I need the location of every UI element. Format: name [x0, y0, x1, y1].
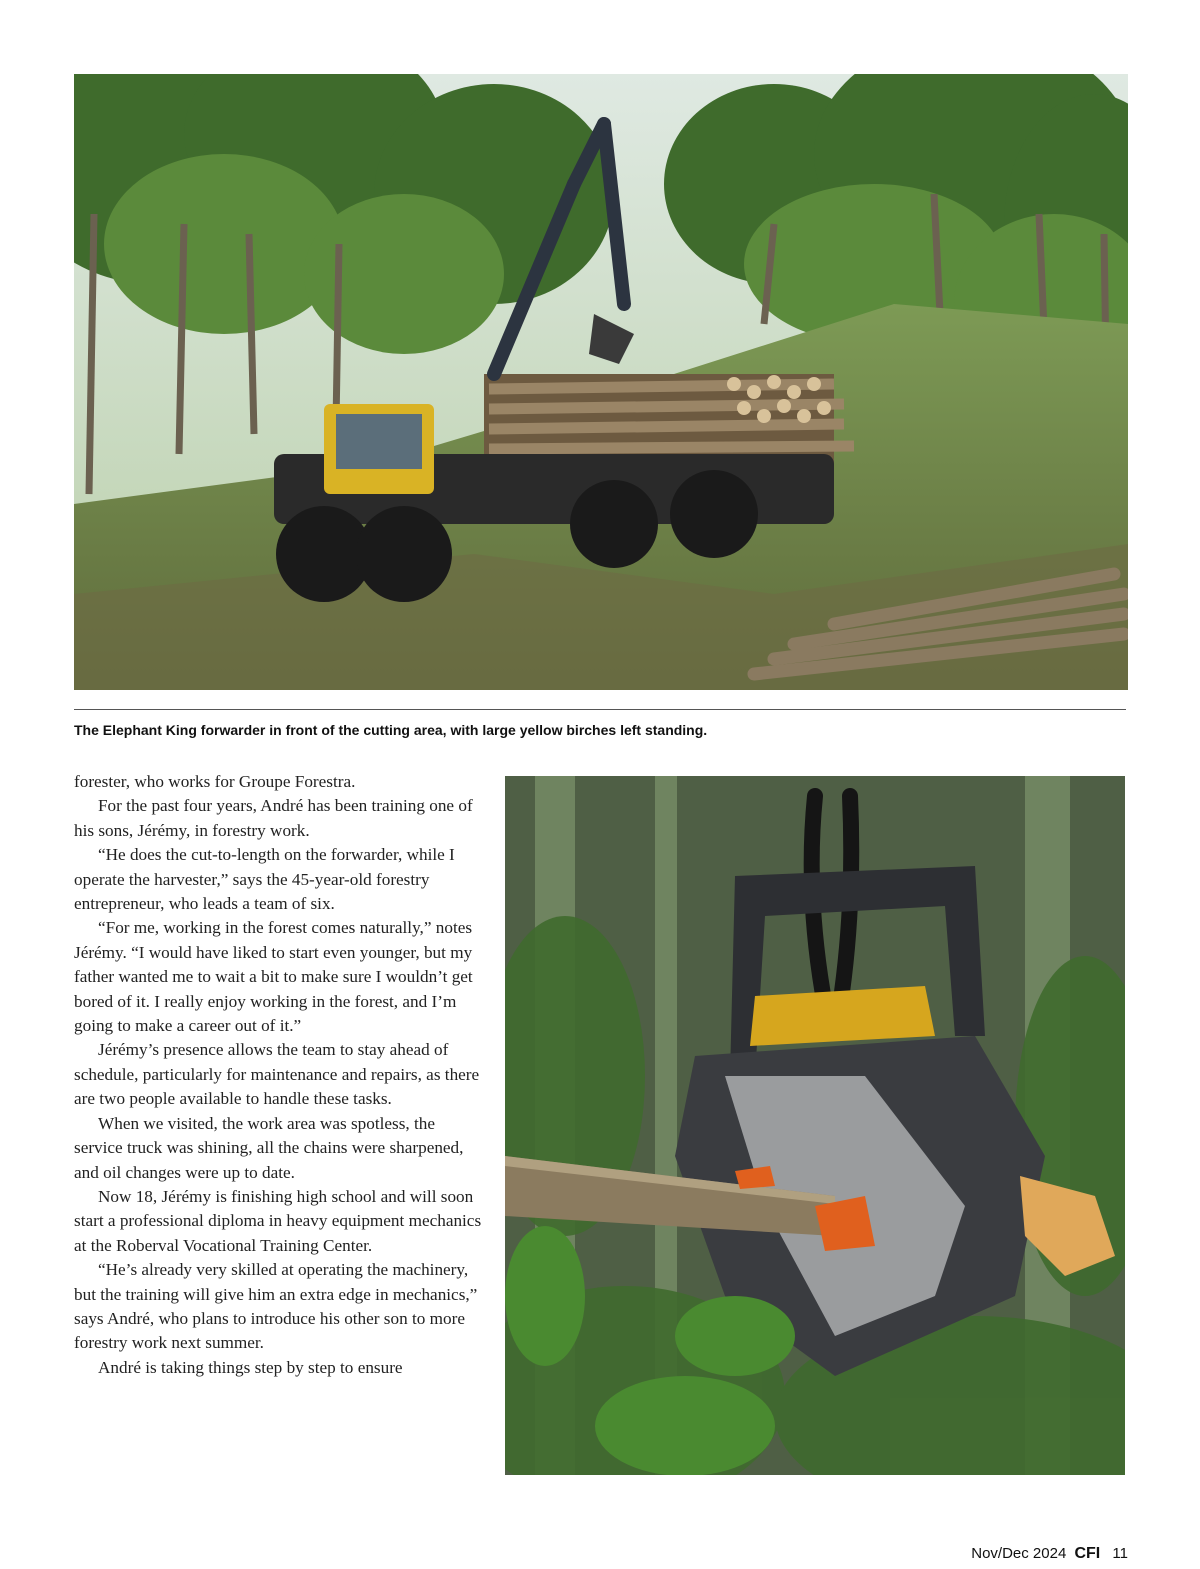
article-paragraph: Jérémy’s presence allows the team to stay ahead of schedule, particularly for maintenance and repairs, as there are two people available to handle these tasks.	[74, 1040, 480, 1109]
article-paragraph: “For me, working in the forest comes naturally,” notes Jérémy. “I would have liked to start even younger, but my father wanted me to wait a bit to make sure I wouldn’t get bored of it. I really enjoy working in the forest, and I’m going to make a career out of it.”	[74, 918, 473, 1036]
caption-divider	[74, 709, 1126, 710]
article-paragraph: “He’s already very skilled at operating the machinery, but the training will give him an extra edge in mechanics,” says André, who plans to introduce his other son to more forestry work next summer.	[74, 1260, 478, 1353]
page-footer	[971, 1545, 1128, 1563]
photo-caption: The Elephant King forwarder in front of the cutting area, with large yellow birches left standing.	[74, 722, 708, 738]
page-number: 11	[1112, 1545, 1128, 1562]
harvester-head-photo-icon	[505, 776, 1125, 1475]
magazine-name: CFI	[1074, 1545, 1101, 1562]
article-paragraph: André is taking things step by step to ensure	[98, 1357, 403, 1377]
article-paragraph: Now 18, Jérémy is finishing high school and will soon start a professional diploma in heavy equipment mechanics at the Roberval Vocational Training Center.	[74, 1186, 482, 1255]
article-paragraph: For the past four years, André has been training one of his sons, Jérémy, in forestry work.	[74, 796, 473, 840]
forwarder-photo	[74, 74, 1128, 690]
article-paragraph: When we visited, the work area was spotless, the service truck was shining, all the chains were sharpened, and oil changes were up to date.	[74, 1113, 464, 1182]
harvester-head-photo	[505, 776, 1125, 1475]
article-paragraph: “He does the cut-to-length on the forwarder, while I operate the harvester,” says the 45-year-old forestry entrepreneur, who leads a team of six.	[74, 845, 455, 914]
article-body	[74, 770, 484, 1380]
article-paragraph: forester, who works for Groupe Forestra.	[74, 772, 356, 791]
forwarder-photo-icon	[74, 74, 1128, 690]
issue-date: Nov/Dec 2024	[971, 1545, 1067, 1562]
